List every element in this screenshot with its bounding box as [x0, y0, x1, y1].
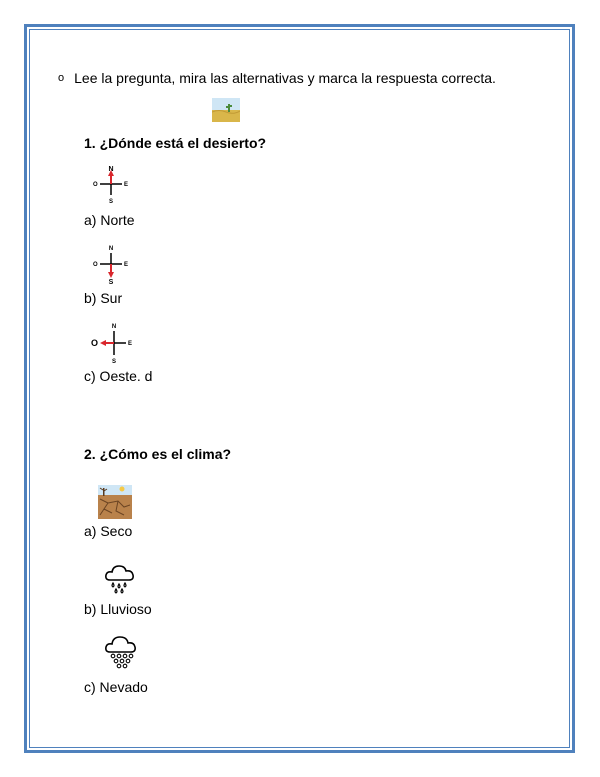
instruction-text: Lee la pregunta, mira las alternativas y marca la respuesta correcta.	[74, 70, 496, 86]
instruction	[58, 70, 496, 86]
option-2b[interactable]: b) Lluvioso	[84, 601, 152, 617]
compass-s-label: S	[108, 199, 114, 205]
compass-n-label: N	[108, 246, 114, 252]
desert-image	[212, 98, 240, 122]
compass-s-label: S	[108, 279, 114, 285]
option-1b[interactable]: b) Sur	[84, 290, 123, 306]
compass-n-label: N	[108, 166, 114, 173]
compass-e-label: E	[124, 182, 129, 188]
rain-cloud-icon	[104, 562, 136, 594]
compass-o-label: O	[93, 182, 98, 188]
compass-o-label: O	[91, 338, 99, 348]
option-2c[interactable]: c) Nevado	[84, 679, 148, 695]
compass-west-icon	[90, 321, 140, 365]
compass-n-label: N	[111, 324, 117, 330]
compass-south-icon	[90, 243, 136, 285]
compass-o-label: O	[93, 262, 98, 268]
compass-north-icon	[90, 163, 136, 205]
compass-e-label: E	[128, 341, 133, 347]
bullet: o	[58, 72, 65, 84]
compass-s-label: S	[111, 359, 117, 365]
question-2-title: 2. ¿Cómo es el clima?	[84, 446, 232, 462]
snow-cloud-icon	[104, 633, 140, 669]
compass-e-label: E	[124, 262, 129, 268]
option-1c[interactable]: c) Oeste. d	[84, 368, 153, 384]
option-1a[interactable]: a) Norte	[84, 212, 135, 228]
option-2a[interactable]: a) Seco	[84, 523, 133, 539]
question-1-title: 1. ¿Dónde está el desierto?	[84, 135, 267, 151]
dry-land-icon	[98, 485, 132, 519]
